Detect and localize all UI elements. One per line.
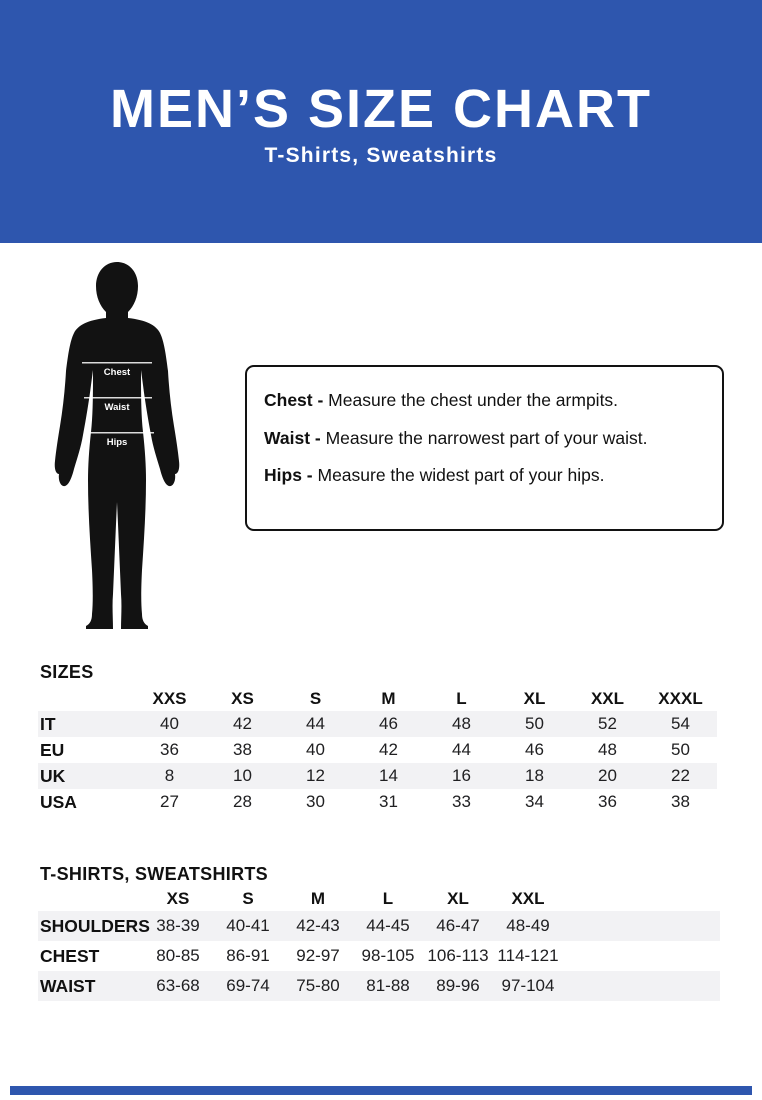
garment-col-header: XL [447, 888, 469, 908]
range-value: 81-88 [366, 976, 410, 995]
waist-label: Waist [104, 402, 130, 413]
instruction-waist-term: Waist - [264, 427, 321, 448]
size-value: 48 [598, 740, 617, 759]
range-value: 106-113 [427, 946, 489, 965]
range-value: 114-121 [497, 946, 559, 965]
sizes-table [38, 686, 717, 815]
range-value: 92-97 [296, 946, 340, 965]
sizes-col-header: XXS [152, 688, 187, 708]
row-label: CHEST [40, 945, 100, 966]
page-subtitle: T-Shirts, Sweatshirts [264, 144, 498, 167]
size-value: 18 [525, 766, 544, 785]
size-value: 54 [671, 714, 690, 733]
range-value: 86-91 [226, 946, 270, 965]
size-value: 10 [233, 766, 252, 785]
waist-measure-line [84, 397, 152, 399]
row-label: SHOULDERS [40, 915, 150, 936]
size-value: 50 [525, 714, 544, 733]
row-label: IT [40, 713, 56, 734]
header-banner [0, 0, 762, 243]
garment-col-header: M [310, 888, 326, 908]
instruction-hips-term: Hips - [264, 465, 313, 485]
size-value: 46 [379, 714, 398, 733]
garment-row-shoulders [38, 911, 720, 941]
range-value: 63-68 [156, 976, 200, 995]
range-value: 44-45 [366, 916, 410, 935]
size-value: 50 [671, 740, 690, 759]
sizes-row-usa [38, 789, 717, 815]
instruction-chest-term: Chest - [264, 390, 324, 410]
row-label: UK [40, 765, 66, 786]
garment-section-title: T-SHIRTS, SWEATSHIRTS [40, 864, 268, 884]
size-value: 8 [164, 766, 175, 785]
garment-col-header: XXL [511, 888, 545, 908]
footer-accent-bar [10, 1086, 752, 1095]
sizes-row-eu [38, 737, 717, 763]
sizes-section-title: SIZES [40, 662, 94, 682]
sizes-row-it [38, 711, 717, 737]
size-value: 28 [233, 792, 252, 811]
range-value: 40-41 [226, 916, 270, 935]
sizes-col-header: L [456, 688, 467, 708]
garment-col-header: XS [166, 888, 190, 908]
range-value: 46-47 [436, 916, 480, 935]
garment-row-waist [38, 971, 720, 1001]
size-value: 38 [233, 740, 252, 759]
range-value: 38-39 [156, 916, 200, 935]
chest-measure-line [82, 362, 152, 364]
sizes-col-header: XXL [590, 688, 625, 708]
range-value: 80-85 [156, 946, 200, 965]
instruction-waist [264, 427, 710, 450]
size-value: 44 [452, 740, 471, 759]
size-value: 31 [379, 792, 398, 811]
sizes-col-header: XL [523, 688, 546, 708]
size-value: 52 [598, 714, 617, 733]
size-value: 16 [452, 766, 471, 785]
size-value: 40 [160, 714, 179, 733]
range-value: 42-43 [296, 916, 340, 935]
range-value: 89-96 [436, 976, 480, 995]
size-value: 48 [452, 714, 471, 733]
range-value: 48-49 [506, 916, 550, 935]
size-value: 38 [671, 792, 690, 811]
range-value: 97-104 [501, 976, 555, 995]
row-label: WAIST [40, 975, 96, 996]
row-label: EU [40, 739, 65, 760]
size-value: 36 [598, 792, 617, 811]
instruction-chest [264, 389, 710, 412]
sizes-col-header: M [381, 688, 396, 708]
range-value: 69-74 [226, 976, 270, 995]
instruction-waist-text: Measure the narrowest part of your waist. [320, 427, 648, 448]
range-value: 98-105 [361, 946, 415, 965]
size-value: 36 [160, 740, 179, 759]
size-value: 22 [671, 766, 690, 785]
size-value: 20 [598, 766, 617, 785]
size-value: 33 [452, 792, 471, 811]
size-value: 30 [306, 792, 325, 811]
garment-col-header: S [242, 888, 254, 908]
instruction-hips [264, 464, 710, 487]
size-value: 46 [525, 740, 544, 759]
row-label: USA [40, 791, 77, 812]
hips-label: Hips [106, 437, 128, 448]
garment-col-header: L [382, 888, 394, 908]
sizes-row-uk [38, 763, 717, 789]
sizes-col-header: S [309, 688, 322, 708]
measurement-instructions-box [245, 365, 724, 531]
size-value: 34 [525, 792, 544, 811]
size-value: 44 [306, 714, 325, 733]
instruction-chest-text: Measure the chest under the armpits. [323, 390, 619, 410]
size-value: 14 [379, 766, 398, 785]
size-value: 12 [306, 766, 325, 785]
size-value: 40 [306, 740, 325, 759]
garment-header-row [38, 886, 720, 911]
garment-measurements-table [38, 886, 720, 1001]
garment-row-chest [38, 941, 720, 971]
hips-measure-line [84, 432, 154, 434]
male-silhouette-figure [52, 262, 197, 632]
chest-label: Chest [103, 367, 131, 378]
size-value: 42 [233, 714, 252, 733]
page-title: MEN’S SIZE CHART [109, 79, 653, 139]
sizes-header-row [38, 686, 717, 711]
sizes-col-header: XS [231, 688, 254, 708]
sizes-col-header: XXXL [658, 688, 703, 708]
size-value: 27 [160, 792, 179, 811]
instruction-hips-text: Measure the widest part of your hips. [312, 465, 605, 485]
size-value: 42 [379, 740, 398, 759]
range-value: 75-80 [296, 976, 340, 995]
